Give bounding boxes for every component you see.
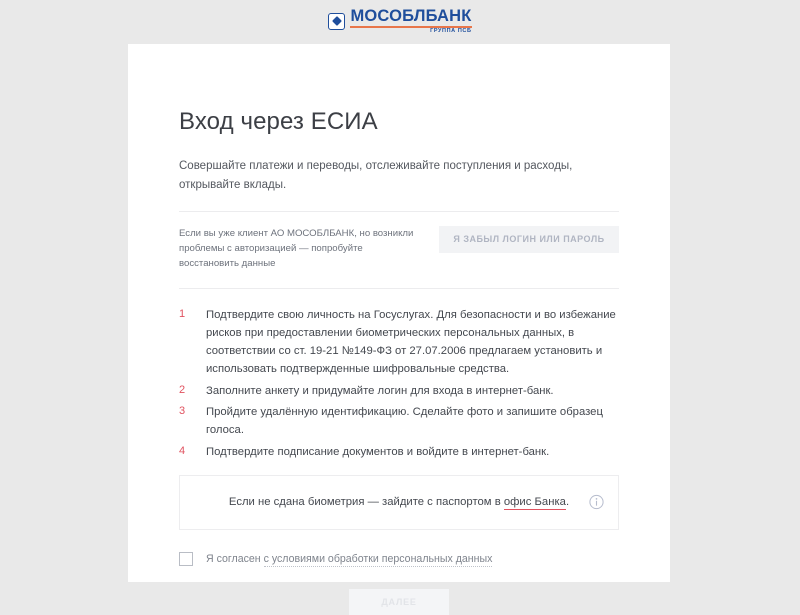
submit-row [179,566,619,615]
step-number: 3 [179,405,186,417]
biometry-notice-text [229,496,569,508]
logo-emblem-icon [328,13,345,30]
personal-data-terms-link[interactable]: с условиями обработки персональных данных [263,552,493,565]
bank-logo[interactable] [328,8,471,34]
card-content [128,44,670,615]
step-number: 1 [179,307,186,320]
biometry-notice [179,475,619,530]
logo-tagline: ГРУППА ПСБ [430,27,472,34]
consent-prefix: Я согласен [206,552,264,565]
page-title: Вход через ЕСИА [179,108,378,135]
consent-label [206,553,492,565]
login-card [128,44,670,607]
step-number: 4 [179,444,186,457]
continue-button[interactable]: ДАЛЕЕ [349,589,449,615]
consent-checkbox[interactable] [179,552,193,566]
step-text: Подтвердите свою личность на Госуслугах. Для безопасности и во избежание рисков при предоставлении биометрических персональных данных, в соответствии со ст. 19-21 №149-ФЗ от 27.07.2006 предлагаем установить и использовать подтвержденные шифровальные средства. [206,308,616,376]
step-text: Заполните анкету и придумайте логин для входа в интернет-банк. [206,384,554,397]
list-item [179,306,619,379]
notice-text-after: . [565,496,570,509]
step-number: 2 [179,383,186,396]
step-text: Пройдите удалённую идентификацию. Сделайте фото и запишите образец голоса. [206,406,603,437]
list-item [179,403,619,440]
page-subtitle: Совершайте платежи и переводы, отслеживайте поступления и расходы, открывайте вклады. [179,160,573,191]
list-item [179,443,619,461]
notice-text-before: Если не сдана биометрия — зайдите с паспортом в [228,496,504,509]
logo-text [350,8,471,34]
list-item [179,382,619,400]
logo-bank-name: МОСОБЛБАНК [350,7,472,25]
recovery-section [179,212,619,272]
info-circle-icon[interactable] [589,495,604,510]
bank-office-link[interactable]: офис Банка [503,496,566,509]
recovery-description: Если вы уже клиент АО МОСОБЛБАНК, но возникли проблемы с авторизацией — попробуйте восстановить данные [179,227,414,269]
page-header [0,0,800,40]
steps-list [179,289,619,461]
consent-row [179,530,619,566]
step-text: Подтвердите подписание документов и войдите в интернет-банк. [206,445,550,458]
forgot-credentials-button[interactable]: Я ЗАБЫЛ ЛОГИН ИЛИ ПАРОЛЬ [439,226,619,253]
